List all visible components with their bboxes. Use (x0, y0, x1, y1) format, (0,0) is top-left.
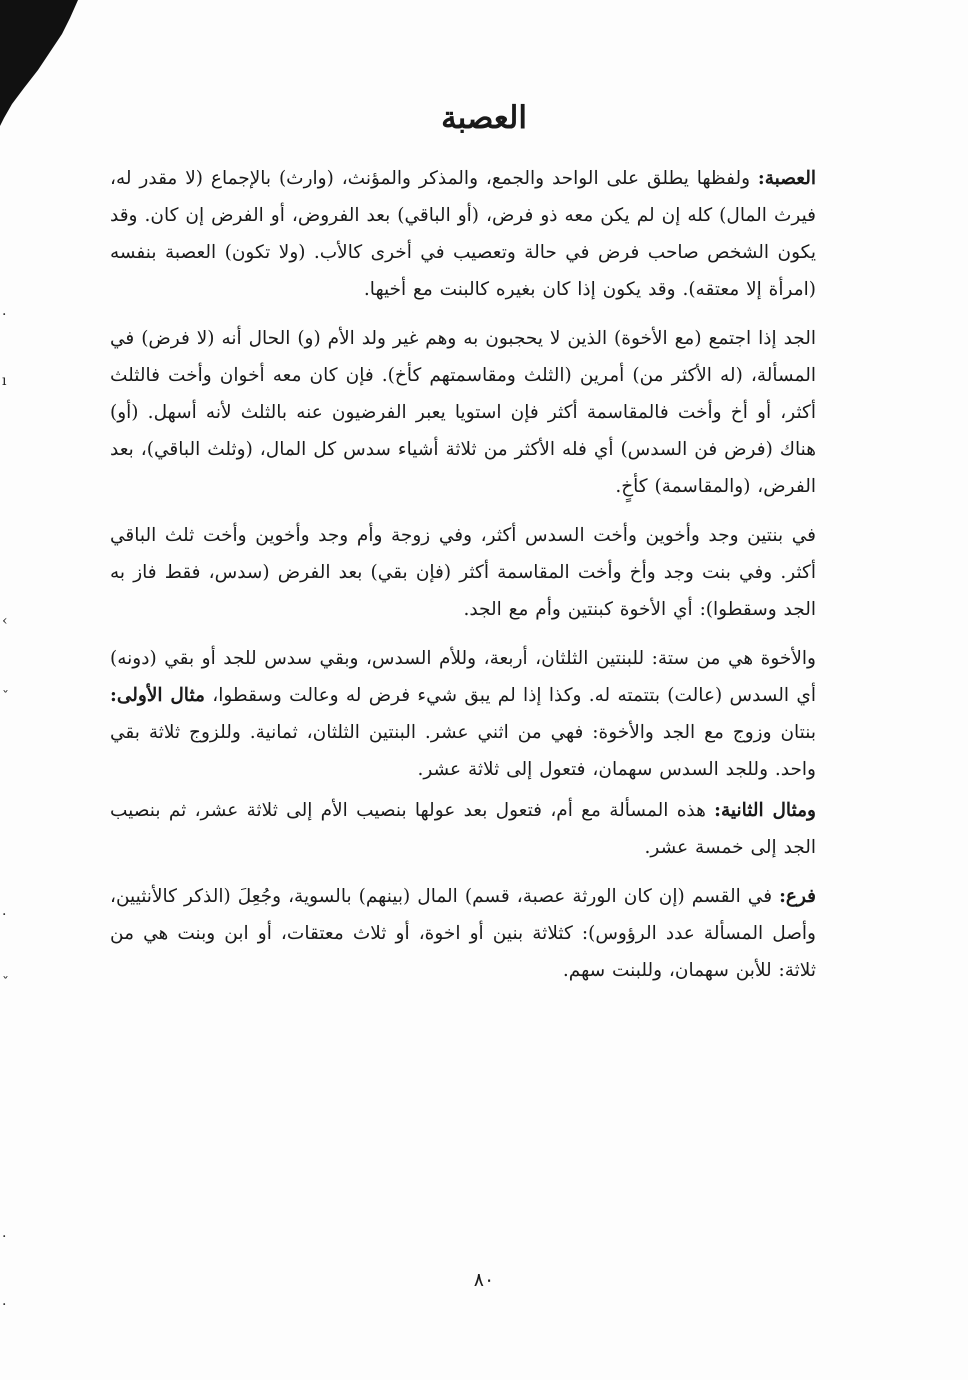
paragraph-second-example (110, 792, 816, 866)
margin-speck: · (2, 1229, 7, 1245)
paragraph-text: هذه المسألة مع أم، فتعول بعد عولها بنصيب الأم إلى ثلاثة عشر، ثم بنصيب الجد إلى خمسة عشر. (110, 800, 816, 858)
page-number: ٨٠ (473, 1269, 495, 1291)
paragraph-text: في بنتين وجد وأخوين وأخت السدس أكثر، وفي زوجة وأم وجد وأخوين وأخت ثلث الباقي أكثر. وفي بنت وجد وأخ وأخت المقاسمة أكثر (فإن بقي) بعد الفرض (سدس، فقط فاز به الجد وسقطوا): أي الأخوة كبنتين وأم مع الجد. (110, 525, 816, 620)
paragraph-text: ولفظها يطلق على الواحد والجمع، والمذكر والمؤنث، (وارث) بالإجماع (لا مقدر له، فيرث المال) كله إن لم يكن معه ذو فرض، (أو الباقي) بعد الفروض، أو الفرض إن كان. وقد يكون الشخص صاحب فرض في حالة وتعصيب في أخرى كالأب. (ولا تكون) العصبة بنفسه (امرأة إلا معتقه). وقد يكون إذا كان بغيره كالبنت مع أخيها. (110, 168, 816, 300)
margin-speck: › (2, 613, 8, 629)
paragraph-inline-lead: مثال الأولى: (110, 685, 205, 706)
body-text (110, 160, 816, 1001)
paragraph-text-after: بنتان وزوج مع الجد والأخوة: فهي من اثني عشر. البنتين الثلثان، ثمانية. وللزوج ثلاثة بقي واحد. وللجد السدس سهمان، فتعول إلى ثلاثة عشر. (110, 722, 816, 780)
margin-speck: · (2, 1297, 7, 1313)
paragraph-text: في القسم (إن كان الورثة عصبة، قسم) المال (بينهم) بالسوية، وجُعِلَ (الذكر كالأنثيين، وأصل المسألة عدد الرؤوس): كثلاثة بنين أو اخوة، أو ثلاث معتقات، أو ابن وبنت هي من ثلاثة: للأبن سهمان، وللبنت سهم. (110, 886, 816, 981)
paragraph-examples (110, 517, 816, 628)
paragraph-text: والأخوة هي من ستة: للبنتين الثلثان، أربعة، وللأم السدس، وبقي سدس للجد أو بقي (دونه) أي السدس (عالت) بتتمته له. وكذا إذا لم يبق شيء فرض له وعالت وسقطوا، (110, 648, 816, 706)
paragraph-lead: العصبة: (757, 168, 816, 189)
paragraph-asaba-definition (110, 160, 816, 308)
paragraph-grandfather-with-brothers (110, 320, 816, 505)
margin-speck: · (2, 907, 7, 923)
paragraph-text: الجد إذا اجتمع (مع الأخوة) الذين لا يحجبون به وهم غير ولد الأم (و) الحال أنه (لا فرض) في المسألة، (له الأكثر من) أمرين (الثلث ومقاسمتهم كأخ). فإن كان معه أخوان وأخت فالثلث أكثر، أو أخ وأخت فالمقاسمة أكثر فإن استويا يعبر الفرضيون عنه بالثلث لأنه أسهل. (أو) هناك (فرض فن السدس) أي فله الأكثر من ثلاثة أشياء سدس كل المال، (وثلث الباقي)، بعد الفرض، (والمقاسمة) كأخٍ. (110, 328, 816, 497)
paragraph-akdariyya (110, 640, 816, 788)
paragraph-branch-division (110, 878, 816, 989)
paragraph-lead: ومثال الثانية: (714, 800, 816, 821)
margin-speck: ˇ (2, 689, 9, 705)
margin-speck: ı (2, 373, 7, 389)
margin-speck: · (2, 307, 7, 323)
paragraph-lead: فرع: (779, 886, 816, 907)
margin-speck: ˇ (2, 975, 9, 991)
page-title: العصبة (441, 100, 527, 136)
